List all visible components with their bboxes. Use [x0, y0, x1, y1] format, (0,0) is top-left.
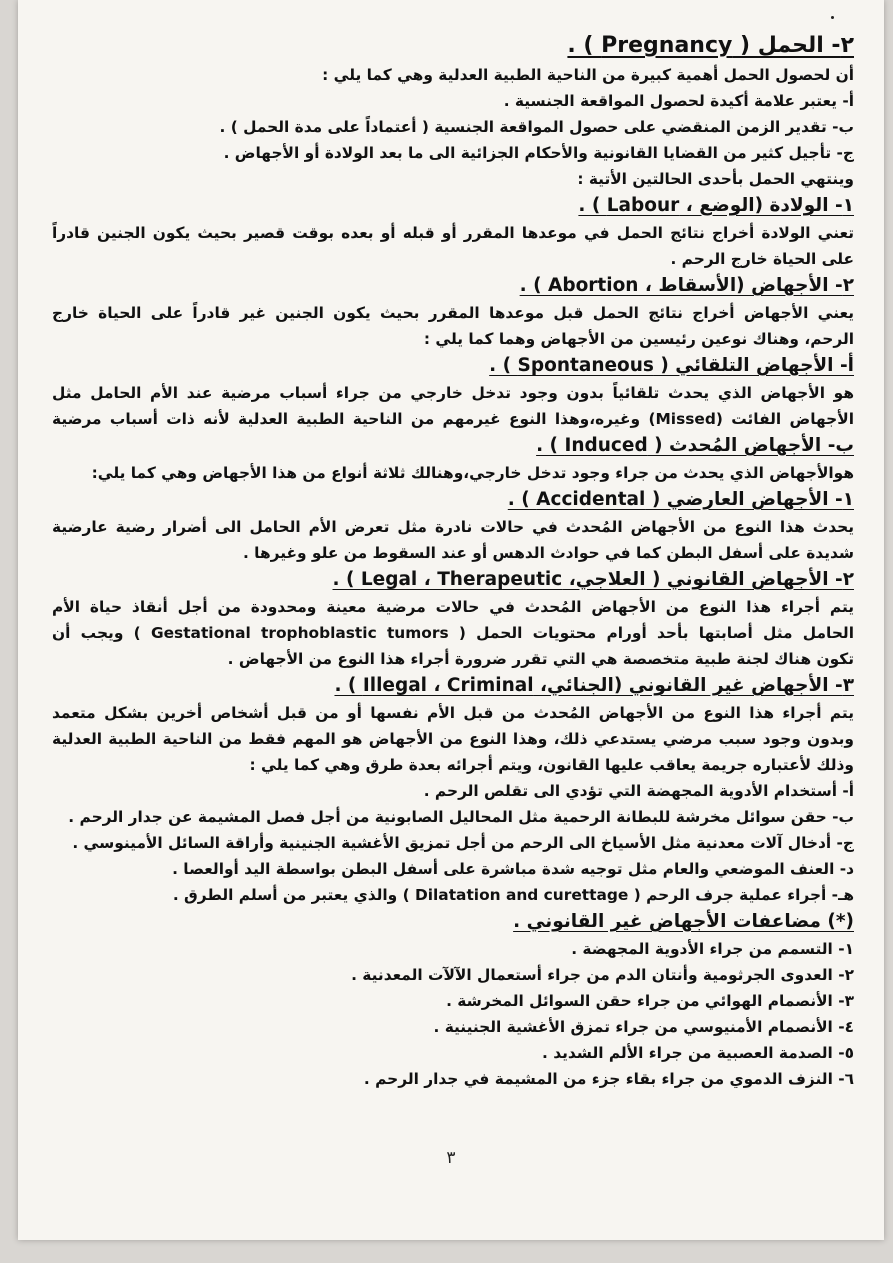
list-item: ٤- الأنصمام الأمنيوسي من جراء تمزق الأغشية الجنينية . [433, 1018, 854, 1036]
section-heading-pregnancy: ٢- الحمل ( Pregnancy ) . [567, 33, 854, 58]
paragraph-line: تكون هناك لجنة طبية متخصصة هي التي تقرر ضرورة أجراء هذا النوع من الأجهاض . [227, 650, 854, 668]
paragraph-line: وينتهي الحمل بأحدى الحالتين الأتية : [577, 170, 854, 188]
paragraph-line: يعني الأجهاض أخراج نتائج الحمل قبل موعدها المقرر بحيث يكون الجنين غير قادراً على الحياة خارج [52, 304, 854, 322]
paragraph-accidental [52, 514, 854, 566]
list-item: ٥- الصدمة العصبية من جراء الألم الشديد . [542, 1044, 854, 1062]
paragraph-line: هوالأجهاض الذي يحدث من جراء وجود تدخل خارجي،وهنالك ثلاثة أنواع من هذا الأجهاض وهي كما يلي: [91, 464, 854, 482]
paragraph-line: يتم أجراء هذا النوع من الأجهاض المُحدث من قبل الأم نفسها أو من قبل أشخاص أخرين بشكل متعمد [52, 704, 854, 722]
paragraph-line: هو الأجهاض الذي يحدث تلقائياً بدون وجود تدخل خارجي من جراء أسباب مرضية عند الأم الحامل مثل [52, 384, 854, 402]
list-item: ج- تأجيل كثير من القضايا القانونية والأحكام الجزائية الى ما بعد الولادة أو الأجهاض . [223, 144, 854, 162]
paragraph-abortion [52, 300, 854, 352]
list-item: د- العنف الموضعي والعام مثل توجيه شدة مباشرة على أسفل البطن بواسطة اليد أوالعصا . [172, 860, 854, 878]
paragraph-line: الرحم، وهناك نوعين رئيسين من الأجهاض وهما كما يلي : [423, 330, 854, 348]
section-heading-labour: ١- الولادة (الوضع ، Labour ) . [578, 195, 854, 216]
paragraph-line: أن لحصول الحمل أهمية كبيرة من الناحية الطبية العدلية وهي كما يلي : [322, 66, 854, 84]
paragraph-labour [52, 220, 854, 272]
list-item: ٢- العدوى الجرثومية وأنتان الدم من جراء أستعمال الآلآت المعدنية . [351, 966, 854, 984]
paragraph-line: وذلك لأعتباره جريمة يعاقب عليها القانون، ويتم أجرائه بعدة طرق وهي كما يلي : [249, 756, 854, 774]
list-item: ١- التسمم من جراء الأدوية المجهضة . [571, 940, 854, 958]
paragraph-line: يحدث هذا النوع من الأجهاض المُحدث في حالات نادرة مثل تعرض الأم الحامل الى أضرار رضية عارضية [52, 518, 854, 536]
paragraph-line: الأجهاض الفائت (Missed) وغيره،وهذا النوع غيرمهم من الناحية الطبية العدلية لأنه ذات أسباب مرضية [52, 410, 854, 428]
list-item: ب- تقدير الزمن المنقضي على حصول المواقعة الجنسية ( أعتماداً على مدة الحمل ) . [219, 118, 854, 136]
list-item: ٦- النزف الدموي من جراء بقاء جزء من المشيمة في جدار الرحم . [363, 1070, 854, 1088]
paragraph-line: شديدة على أسفل البطن كما في حوادث الدهس أو عند السقوط من علو وغيرها . [242, 544, 854, 562]
paragraph-line: على الحياة خارج الرحم . [670, 250, 854, 268]
document-body [52, 30, 854, 1092]
paragraph-legal [52, 594, 854, 672]
section-heading-complications: (*) مضاعفات الأجهاض غير القانوني . [513, 911, 854, 932]
scan-dot [831, 16, 834, 19]
page-number: ٣ [446, 1148, 456, 1168]
section-heading-spontaneous: أ- الأجهاض التلقائي ( Spontaneous ) . [489, 355, 854, 376]
paragraph-illegal [52, 700, 854, 778]
list-item: ب- حقن سوائل مخرشة للبطانة الرحمية مثل المحاليل الصابونية من أجل فصل المشيمة عن جدار الرحم . [68, 808, 854, 826]
section-heading-induced: ب- الأجهاض المُحدث ( Induced ) . [536, 435, 854, 456]
paragraph-line: الحامل مثل أصابتها بأحد أورام محتويات الحمل ( Gestational trophoblastic tumors ) ويجب أن [52, 624, 854, 642]
paragraph-line: تعني الولادة أخراج نتائج الحمل في موعدها المقرر أو قبله أو بعده بوقت قصير بحيث يكون الجنين قادراً [52, 224, 854, 242]
paragraph-spontaneous [52, 380, 854, 432]
paragraph-line: يتم أجراء هذا النوع من الأجهاض المُحدث في حالات مرضية معينة ومحدودة من أجل أنقاذ حياة الأم [52, 598, 854, 616]
list-item: ج- أدخال آلات معدنية مثل الأسياخ الى الرحم من أجل تمزيق الأغشية الجنينية وأراقة السائل الأمينوسي . [72, 834, 854, 852]
document-page [18, 0, 884, 1240]
section-heading-legal: ٢- الأجهاض القانوني ( العلاجي، Legal ، Therapeutic ) . [332, 569, 854, 590]
section-heading-accidental: ١- الأجهاض العارضي ( Accidental ) . [507, 489, 854, 510]
list-item: ٣- الأنصمام الهوائي من جراء حقن السوائل المخرشة . [446, 992, 854, 1010]
section-heading-illegal: ٣- الأجهاض غير القانوني (الجنائي، Illegal ، Criminal ) . [334, 675, 854, 696]
list-item: هـ- أجراء عملية جرف الرحم ( Dilatation and curettage ) والذي يعتبر من أسلم الطرق . [172, 886, 854, 904]
paragraph-line: وبدون وجود سبب مرضي يستدعي ذلك، وهذا النوع من الأجهاض هو المهم فقط من الناحية الطبية العدلية [52, 730, 854, 748]
list-item: أ- يعتبر علامة أكيدة لحصول المواقعة الجنسية . [503, 92, 854, 110]
section-heading-abortion: ٢- الأجهاض (الأسقاط ، Abortion ) . [519, 275, 854, 296]
list-item: أ- أستخدام الأدوية المجهضة التي تؤدي الى تقلص الرحم . [423, 782, 854, 800]
